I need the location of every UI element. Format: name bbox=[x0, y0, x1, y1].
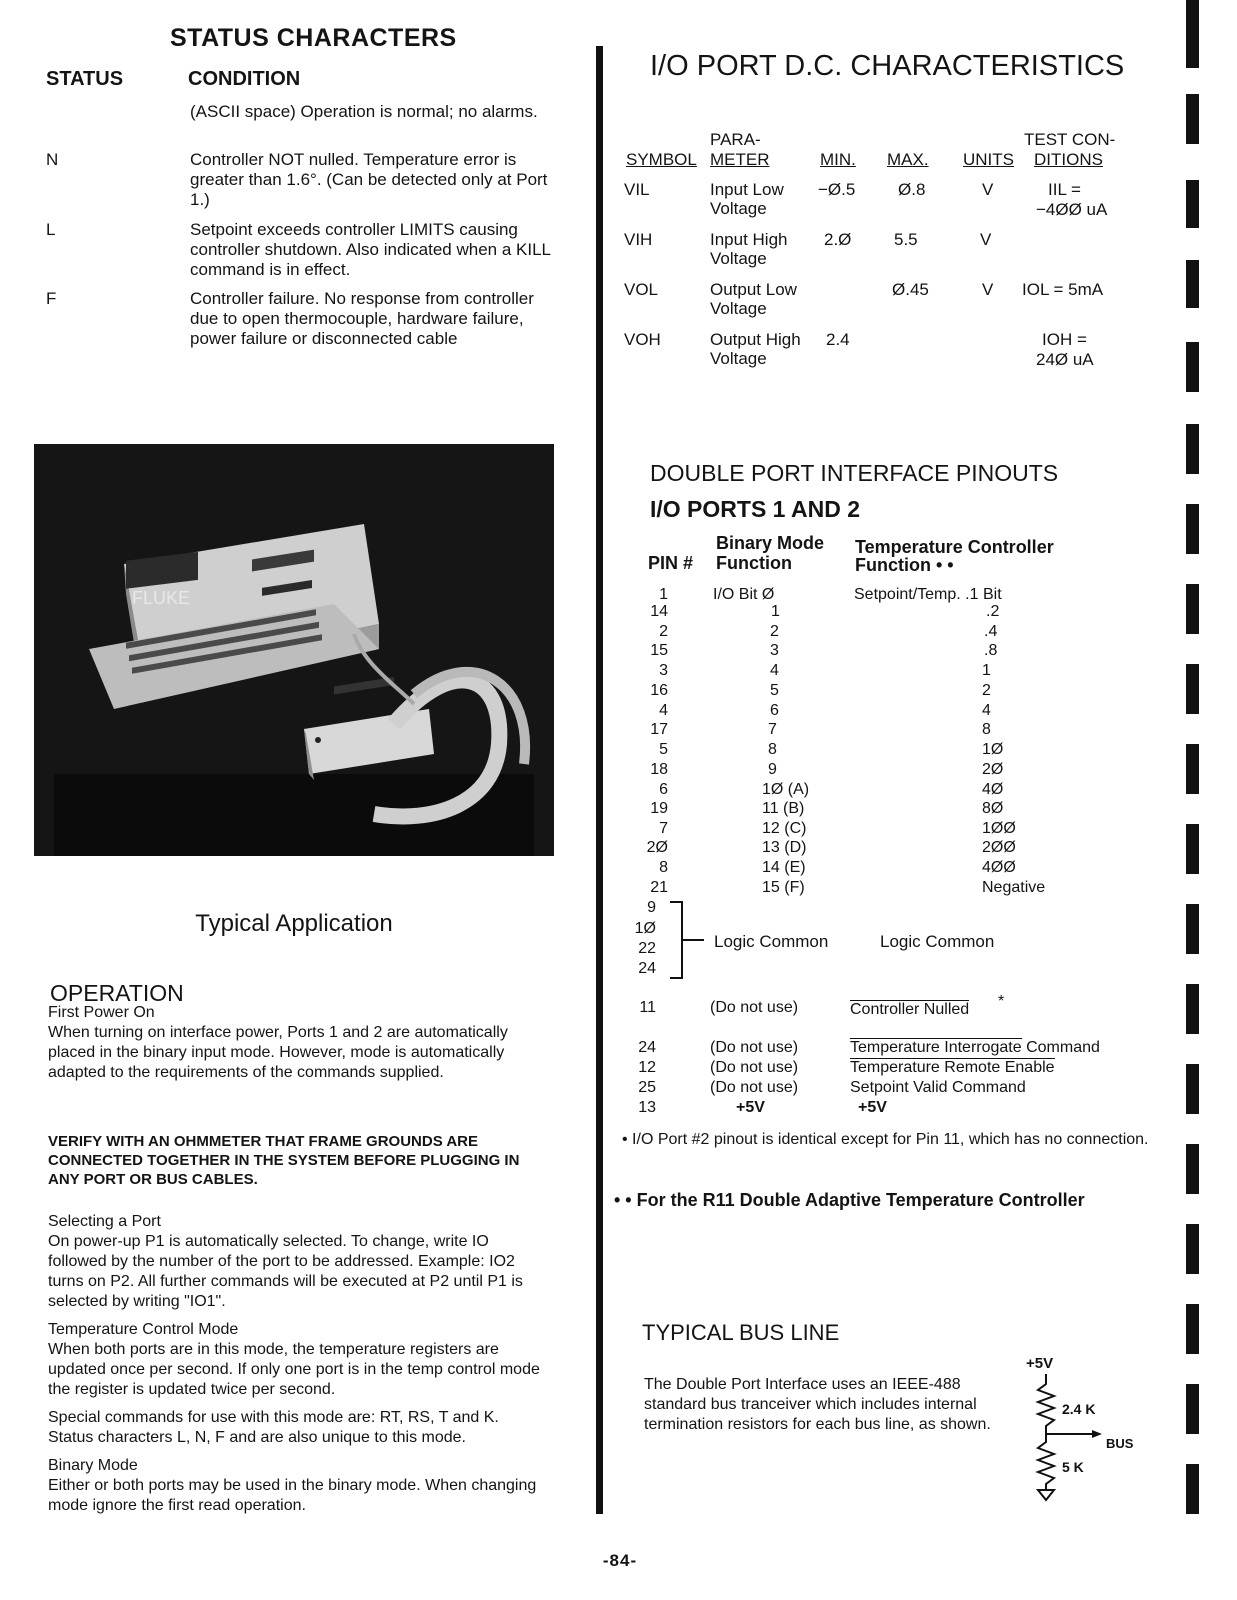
dc-param-2: Voltage bbox=[710, 299, 767, 318]
temp-function: 4ØØ bbox=[982, 859, 1016, 876]
temp-function bbox=[850, 1078, 1026, 1097]
edge-mark bbox=[1186, 1064, 1199, 1114]
pin-number: 17 bbox=[650, 721, 668, 738]
dc-param-2: Voltage bbox=[710, 199, 767, 218]
dc-param-2: Voltage bbox=[710, 249, 767, 268]
common-pin bbox=[630, 898, 1170, 918]
bus-line-title: TYPICAL BUS LINE bbox=[642, 1320, 840, 1345]
dc-header-units: UNITS bbox=[963, 150, 1014, 169]
pin-number: 6 bbox=[659, 781, 668, 798]
dc-header-symbol: SYMBOL bbox=[626, 150, 697, 169]
photo-caption: Typical Application bbox=[195, 910, 393, 937]
pin-number: 19 bbox=[650, 800, 668, 817]
binary-mode-text: Either or both ports may be used in the binary mode. When changing mode ignore the first read operation. bbox=[48, 1477, 537, 1514]
pin-number: 3 bbox=[659, 662, 668, 679]
temp-function: .2 bbox=[986, 603, 1000, 620]
common-bracket bbox=[664, 898, 708, 982]
temp-function bbox=[858, 1098, 887, 1117]
binary-function: 14 (E) bbox=[762, 859, 806, 876]
first-power-text: When turning on interface power, Ports 1 and 2 are automatically placed in the binary input mode. However, mode is automatically adapted to the requirements of the commands supplied. bbox=[48, 1024, 508, 1081]
asterisk-mark: * bbox=[998, 993, 1005, 1010]
ground-icon bbox=[1038, 1490, 1054, 1500]
temp-function: 4Ø bbox=[982, 781, 1004, 798]
edge-mark bbox=[1186, 1384, 1199, 1434]
pin-number: 21 bbox=[650, 879, 668, 896]
edge-mark bbox=[1186, 1224, 1199, 1274]
page-number: -84- bbox=[602, 1551, 638, 1570]
pin-number: 5 bbox=[659, 741, 668, 758]
temp-function: 2ØØ bbox=[982, 839, 1016, 856]
pin-row bbox=[630, 661, 1170, 681]
dc-max: Ø.8 bbox=[898, 180, 926, 199]
binary-function: (Do not use) bbox=[710, 1079, 799, 1096]
remote-enable-label: Temperature Remote Enable bbox=[850, 1059, 1055, 1076]
binary-mode-heading: Binary Mode bbox=[48, 1457, 138, 1474]
dc-row bbox=[624, 280, 1184, 324]
dc-symbol: VOH bbox=[624, 330, 661, 349]
binary-function: 12 (C) bbox=[762, 820, 807, 837]
binary-function: 1Ø (A) bbox=[762, 781, 810, 798]
dc-max: Ø.45 bbox=[892, 280, 929, 299]
dc-test-2: 24Ø uA bbox=[1036, 350, 1094, 369]
pin-row bbox=[630, 760, 1170, 780]
footnote-port2: • I/O Port #2 pinout is identical except for Pin 11, which has no connection. bbox=[622, 1131, 1149, 1148]
binary-mode-header-1: Binary Mode bbox=[716, 533, 825, 553]
binary-function: 1 bbox=[771, 603, 780, 620]
fluke-label: FLUKE bbox=[132, 588, 191, 608]
dc-row bbox=[624, 230, 1184, 274]
pin-row bbox=[630, 878, 1170, 898]
pin-row bbox=[630, 780, 1170, 800]
supply-label: +5V bbox=[1026, 1355, 1054, 1372]
binary-function: 2 bbox=[770, 623, 779, 640]
temp-function: 1Ø bbox=[982, 741, 1004, 758]
application-photo bbox=[34, 444, 554, 856]
dc-header-max: MAX. bbox=[887, 150, 929, 169]
common-pin bbox=[630, 959, 1170, 979]
special-commands-text: Special commands for use with this mode are: RT, RS, T and K. Status characters L, N, F and are also unique to this mode. bbox=[48, 1409, 499, 1446]
pin-row bbox=[630, 1058, 1170, 1078]
pin-row bbox=[630, 819, 1170, 839]
edge-mark bbox=[1186, 904, 1199, 954]
pin-number: 24 bbox=[638, 960, 656, 977]
dc-header-param-1: PARA- bbox=[710, 130, 761, 149]
temp-control-heading: Temperature Control Mode bbox=[48, 1321, 239, 1338]
binary-function: 3 bbox=[770, 642, 779, 659]
dc-test-1: IIL = bbox=[1048, 180, 1081, 199]
pin-row bbox=[630, 602, 1170, 622]
logic-common-temp: Logic Common bbox=[880, 932, 995, 951]
setpoint-valid-label: Setpoint Valid Command bbox=[850, 1079, 1026, 1096]
edge-mark bbox=[1186, 342, 1199, 392]
dc-param-1: Output Low bbox=[710, 280, 797, 299]
binary-function: 7 bbox=[768, 721, 777, 738]
first-power-heading: First Power On bbox=[48, 1004, 155, 1021]
status-condition: Controller failure. No response from controller due to open thermocouple, hardware failure, power failure or disconnected cable bbox=[190, 289, 534, 348]
temp-function: 2 bbox=[982, 682, 991, 699]
status-code: N bbox=[46, 150, 59, 169]
temp-function: 2Ø bbox=[982, 761, 1004, 778]
dc-max: 5.5 bbox=[894, 230, 918, 249]
pin-number: 22 bbox=[638, 940, 656, 957]
resistor-bottom-label: 5 K bbox=[1062, 1459, 1084, 1475]
dc-min: 2.Ø bbox=[824, 230, 852, 249]
pin-number: 12 bbox=[638, 1059, 656, 1076]
binary-function: 5 bbox=[770, 682, 779, 699]
pin-row bbox=[630, 1038, 1170, 1058]
temp-function: 8 bbox=[982, 721, 991, 738]
dc-param-2: Voltage bbox=[710, 349, 767, 368]
edge-mark bbox=[1186, 0, 1199, 68]
status-condition: (ASCII space) Operation is normal; no alarms. bbox=[190, 102, 538, 121]
edge-mark bbox=[1186, 504, 1199, 554]
pin-row bbox=[630, 799, 1170, 819]
temp-function bbox=[850, 1058, 1055, 1077]
dc-min: 2.4 bbox=[826, 330, 850, 349]
resistor-top-label: 2.4 K bbox=[1062, 1401, 1096, 1417]
pin-number: 15 bbox=[650, 642, 668, 659]
pin-row bbox=[630, 993, 1170, 1018]
edge-mark bbox=[1186, 260, 1199, 308]
edge-mark bbox=[1186, 1144, 1199, 1194]
pin-row bbox=[630, 720, 1170, 740]
pin-row bbox=[630, 622, 1170, 642]
pin-number: 14 bbox=[650, 603, 668, 620]
edge-mark bbox=[1186, 1464, 1199, 1514]
pin-number: 13 bbox=[638, 1099, 656, 1116]
temp-controller-header-2: Function • • bbox=[855, 555, 954, 575]
pin-header: PIN # bbox=[648, 553, 694, 573]
bus-line-text: The Double Port Interface uses an IEEE-488 standard bus tranceiver which includes internal termination resistors for each bus line, as shown. bbox=[644, 1376, 991, 1433]
temp-function: .8 bbox=[984, 642, 998, 659]
selecting-port-text: On power-up P1 is automatically selected. To change, write IO followed by the number of the port to be addressed. Example: IO2 turns on P2. All further commands will be executed at P2 until P1 is selected by writing "IO1". bbox=[48, 1233, 523, 1310]
temp-control-text: When both ports are in this mode, the temperature registers are updated once per second. If only one port is in the temp control mode the register is updated twice per second. bbox=[48, 1341, 540, 1398]
binary-function: 13 (D) bbox=[762, 839, 807, 856]
binary-function: 11 (B) bbox=[762, 800, 805, 817]
binary-function: 8 bbox=[768, 741, 777, 758]
pin-number: 2 bbox=[659, 623, 668, 640]
pin-row bbox=[630, 681, 1170, 701]
pin-row bbox=[630, 1078, 1170, 1098]
pin-number: 4 bbox=[659, 702, 668, 719]
pin-number: 25 bbox=[638, 1079, 656, 1096]
condition-column-header: CONDITION bbox=[188, 68, 301, 90]
logic-common-binary: Logic Common bbox=[714, 932, 829, 951]
command-suffix: Command bbox=[1021, 1039, 1100, 1056]
ohmmeter-warning: VERIFY WITH AN OHMMETER THAT FRAME GROUNDS ARE CONNECTED TOGETHER IN THE SYSTEM BEFORE PLUGGING IN ANY PORT OR BUS CABLES. bbox=[48, 1133, 520, 1188]
supply-label: +5V bbox=[858, 1099, 887, 1116]
pin-number: 7 bbox=[659, 820, 668, 837]
bus-resistor-diagram bbox=[1010, 1350, 1160, 1510]
binary-function: (Do not use) bbox=[710, 1039, 799, 1056]
pin-number: 2Ø bbox=[646, 839, 668, 856]
pin-number: 18 bbox=[650, 761, 668, 778]
binary-function: I/O Bit Ø bbox=[713, 586, 775, 603]
edge-mark bbox=[1186, 180, 1199, 228]
temp-function: Negative bbox=[982, 879, 1046, 896]
temp-function bbox=[850, 1038, 1100, 1057]
status-code: L bbox=[46, 220, 56, 239]
temp-function: .4 bbox=[984, 623, 998, 640]
pin-number: 1Ø bbox=[634, 920, 656, 937]
temp-function: 1ØØ bbox=[982, 820, 1016, 837]
binary-mode-header-2: Function bbox=[716, 553, 792, 573]
dc-symbol: VIH bbox=[624, 230, 653, 249]
pin-number: 1 bbox=[659, 586, 668, 603]
dc-symbol: VOL bbox=[624, 280, 659, 299]
dc-units: V bbox=[982, 280, 994, 299]
status-code: F bbox=[46, 289, 57, 308]
dc-header-min: MIN. bbox=[820, 150, 856, 169]
pin-number: 11 bbox=[639, 999, 656, 1016]
pin-number: 24 bbox=[638, 1039, 656, 1056]
binary-function: (Do not use) bbox=[710, 999, 799, 1016]
temp-function: 1 bbox=[982, 662, 991, 679]
temp-controller-header-1: Temperature Controller bbox=[855, 537, 1054, 557]
dc-symbol: VIL bbox=[624, 180, 650, 199]
dc-test-1: IOH = bbox=[1042, 330, 1087, 349]
pin-number: 9 bbox=[647, 899, 656, 916]
dc-units: V bbox=[982, 180, 994, 199]
binary-function: 4 bbox=[770, 662, 779, 679]
temp-function: Setpoint/Temp. .1 Bit bbox=[854, 586, 1002, 603]
dc-header-test-2: DITIONS bbox=[1034, 150, 1103, 169]
pin-number: 16 bbox=[650, 682, 668, 699]
pinouts-subtitle: I/O PORTS 1 AND 2 bbox=[650, 496, 861, 522]
edge-mark bbox=[1186, 94, 1199, 144]
dc-test-2: −4ØØ uA bbox=[1036, 200, 1108, 219]
binary-function: 9 bbox=[768, 761, 777, 778]
dc-header-test-1: TEST CON- bbox=[1024, 130, 1116, 149]
column-divider bbox=[596, 46, 603, 1514]
pin-row bbox=[630, 1098, 1170, 1118]
computer-system-illustration bbox=[34, 444, 554, 856]
pin-row bbox=[630, 641, 1170, 661]
interrogate-label: Temperature Interrogate bbox=[850, 1039, 1022, 1056]
binary-function: 15 (F) bbox=[762, 879, 805, 896]
temp-function: 8Ø bbox=[982, 800, 1004, 817]
pin-row bbox=[630, 858, 1170, 878]
status-condition: Controller NOT nulled. Temperature error is greater than 1.6°. (Can be detected only at Port 1.) bbox=[190, 150, 548, 209]
dc-row bbox=[624, 330, 1184, 374]
dc-units: V bbox=[980, 230, 992, 249]
dc-header-param-2: METER bbox=[710, 150, 770, 169]
dc-param-1: Input Low bbox=[710, 180, 784, 199]
pin-row bbox=[630, 838, 1170, 858]
dc-param-1: Output High bbox=[710, 330, 801, 349]
binary-function: 6 bbox=[770, 702, 779, 719]
edge-mark bbox=[1186, 1304, 1199, 1354]
temp-function: 4 bbox=[982, 702, 991, 719]
edge-mark bbox=[1186, 424, 1199, 474]
bus-label: BUS bbox=[1106, 1436, 1134, 1451]
status-column-header: STATUS bbox=[46, 68, 124, 90]
resistor-icon bbox=[1038, 1374, 1054, 1490]
dc-characteristics-title: I/O PORT D.C. CHARACTERISTICS bbox=[650, 50, 1125, 82]
pin-number: 8 bbox=[659, 859, 668, 876]
pin-row bbox=[630, 740, 1170, 760]
footnote-r11: • • For the R11 Double Adaptive Temperature Controller bbox=[614, 1190, 1085, 1210]
pinouts-title: DOUBLE PORT INTERFACE PINOUTS bbox=[650, 460, 1059, 486]
status-condition: Setpoint exceeds controller LIMITS causing controller shutdown. Also indicated when a KILL command is in effect. bbox=[190, 220, 551, 279]
dc-param-1: Input High bbox=[710, 230, 788, 249]
binary-function: +5V bbox=[736, 1099, 765, 1116]
binary-function: (Do not use) bbox=[710, 1059, 799, 1076]
status-characters-title: STATUS CHARACTERS bbox=[170, 24, 457, 52]
dc-row bbox=[624, 180, 1184, 224]
controller-nulled-label: Controller Nulled bbox=[850, 1001, 970, 1018]
dc-test-1: IOL = 5mA bbox=[1022, 280, 1104, 299]
operation-title: OPERATION bbox=[50, 980, 184, 1006]
dc-min: −Ø.5 bbox=[818, 180, 856, 199]
arrow-icon bbox=[1092, 1430, 1102, 1438]
temp-function-overlined bbox=[850, 1000, 969, 1019]
pin-row bbox=[630, 701, 1170, 721]
selecting-port-heading: Selecting a Port bbox=[48, 1213, 161, 1230]
edge-mark bbox=[1186, 984, 1199, 1034]
